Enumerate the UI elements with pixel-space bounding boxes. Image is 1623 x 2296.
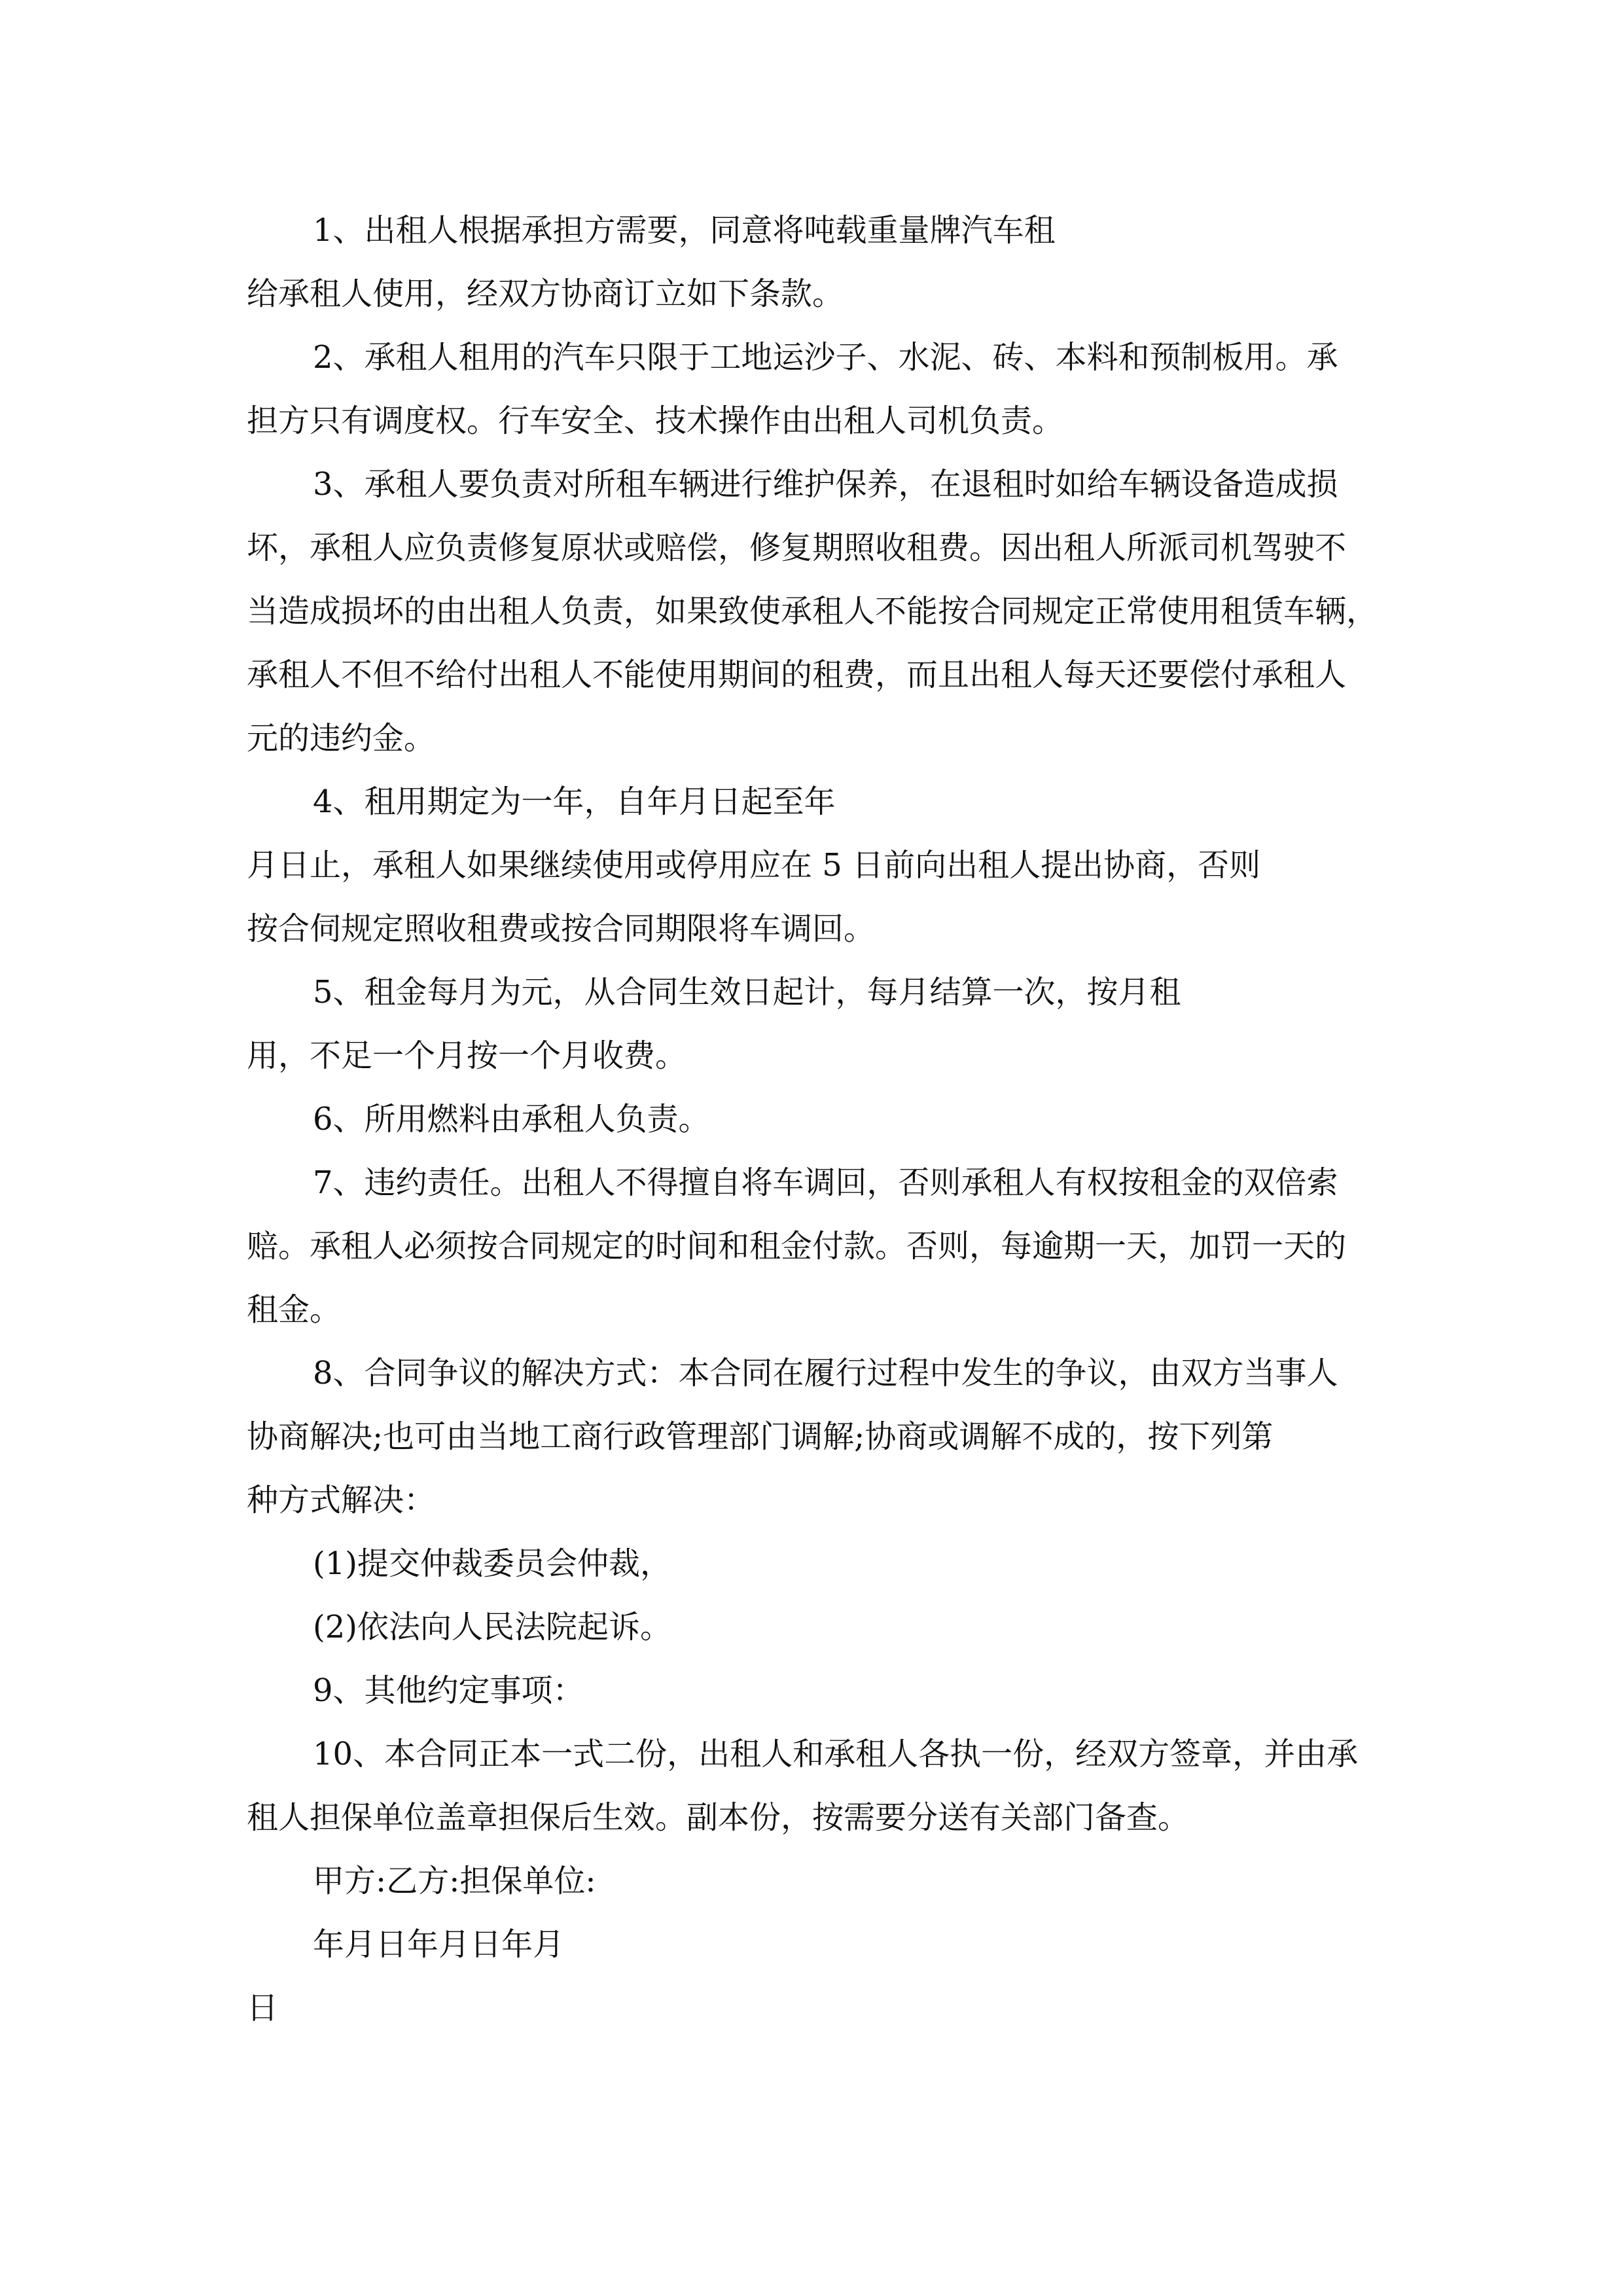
clause-3-text-b: 坏，承租人应负责修复原状或赔偿，修复期照收租费。因出租人所派司机驾驶不 bbox=[247, 529, 1347, 566]
signature-line bbox=[313, 1861, 596, 1901]
party-b-label: 乙方: bbox=[386, 1863, 460, 1899]
clause-1-line-2 bbox=[247, 274, 844, 314]
party-b-day-label: 日 bbox=[470, 1926, 502, 1963]
clause-4-line-3 bbox=[247, 909, 875, 948]
clause-3-text-a: 3、承租人要负责对所租车辆进行维护保养，在退租时如给车辆设备造成损 bbox=[313, 466, 1338, 503]
clause-1-text-d: 给承租人使用，经双方协商订立如下条款。 bbox=[247, 276, 844, 312]
clause-8-option-1 bbox=[313, 1544, 671, 1583]
clause-5-line-1 bbox=[313, 973, 1181, 1012]
clause-4-text-d: 日起至 bbox=[709, 783, 804, 820]
clause-10-text-b: 租人担保单位盖章担保后生效。副本 bbox=[247, 1799, 750, 1836]
clause-2-text-a: 2、承租人租用的汽车只限于工地运沙子、水泥、砖、本料和预制板用。承 bbox=[313, 339, 1338, 376]
clause-7-line-3 bbox=[247, 1290, 341, 1329]
clause-3-text-e: 元的违约金。 bbox=[247, 720, 436, 757]
clause-1-text-b: 吨载重量 bbox=[804, 212, 930, 249]
clause-2-line-2 bbox=[247, 401, 1063, 440]
clause-8-line-2 bbox=[247, 1417, 1273, 1456]
clause-3-line-3 bbox=[247, 592, 1378, 631]
clause-8-text-c: 种方式解决： bbox=[247, 1482, 436, 1518]
clause-8-option-2 bbox=[313, 1607, 671, 1647]
clause-4-text-a: 4、租用期定为一年，自 bbox=[313, 783, 647, 820]
clause-9-line-1 bbox=[313, 1671, 584, 1710]
party-a-year-label: 年 bbox=[313, 1926, 345, 1963]
party-a-day-label: 日 bbox=[376, 1926, 408, 1963]
clause-5-text-c: 用，不足一个月按一个月收费。 bbox=[247, 1037, 687, 1074]
date-line bbox=[313, 1925, 564, 1964]
clause-7-line-2 bbox=[247, 1227, 1346, 1266]
clause-7-text-a: 7、违约责任。出租人不得擅自将车调回，否则承租人有权按租金的双倍索 bbox=[313, 1164, 1338, 1201]
clause-10-text-c: 份，按需要分送有关部门备查。 bbox=[749, 1799, 1190, 1836]
party-a-month-label: 月 bbox=[344, 1926, 376, 1963]
clause-4-end-month-label: 月 bbox=[247, 847, 279, 884]
clause-4-end-year-label: 年 bbox=[804, 783, 836, 820]
clause-3-line-2 bbox=[247, 528, 1346, 567]
clause-4-text-h: 按合伺规定照收租费或按合同期限将车调回。 bbox=[247, 910, 876, 947]
party-a-label: 甲方: bbox=[313, 1863, 387, 1899]
guarantor-label: 担保单位: bbox=[459, 1863, 596, 1899]
clause-8-line-1 bbox=[313, 1354, 1338, 1393]
clause-7-text-b: 赔。承租人必须按合同规定的时间和租金付款。否则，每逾期一天，加罚一天的 bbox=[247, 1228, 1347, 1265]
clause-7-line-1 bbox=[313, 1163, 1338, 1202]
guarantor-year-label: 年 bbox=[501, 1926, 533, 1963]
clause-3-line-1 bbox=[313, 465, 1338, 504]
clause-9-text-a: 9、其他约定事项： bbox=[313, 1672, 584, 1709]
clause-2-text-b: 担方只有调度权。行车安全、技术操作由出租人司机负责。 bbox=[247, 403, 1064, 439]
clause-2-line-1 bbox=[313, 338, 1338, 377]
clause-3-text-d: 承租人不但不给付出租人不能使用期间的租费，而且出租人每天还要偿付承租人 bbox=[247, 656, 1347, 693]
clause-4-line-2 bbox=[247, 846, 1260, 885]
party-b-year-label: 年 bbox=[407, 1926, 439, 1963]
clause-6-line-1 bbox=[313, 1100, 710, 1139]
clause-8-option-1-a: (1)提交 bbox=[313, 1545, 420, 1582]
guarantor-day-label: 日 bbox=[247, 1990, 279, 2026]
clause-5-text-b: 元，从合同生效日起计，每月结算一次，按月租 bbox=[521, 974, 1181, 1011]
clause-1-text-c: 牌汽车租 bbox=[929, 212, 1056, 249]
clause-10-text-a: 10、本合同正本一式二份，出租人和承租人各执一份，经双方签章，并由承 bbox=[313, 1736, 1359, 1772]
clause-4-month-label: 月 bbox=[678, 783, 710, 820]
clause-10-line-1 bbox=[313, 1734, 1358, 1774]
clause-8-option-2-text: (2)依法向人民法院起诉。 bbox=[313, 1609, 671, 1645]
clause-8-text-b: 协商解决;也可由当地工商行政管理部门调解;协商或调解不成的，按下列第 bbox=[247, 1418, 1274, 1455]
clause-8-line-3 bbox=[247, 1480, 435, 1520]
party-b-month-label: 月 bbox=[438, 1926, 471, 1963]
clause-4-text-g: 日止，承租人如果继续使用或停用应在 5 日前向出租人提出协商，否则 bbox=[278, 847, 1261, 884]
clause-3-text-c: 当造成损坏的由出租人负责，如果致使承租人不能按合同规定正常使用租赁车辆， bbox=[247, 593, 1378, 630]
clause-8-text-a: 8、合同争议的解决方式：本合同在履行过程中发生的争议，由双方当事人 bbox=[313, 1355, 1338, 1391]
clause-5-line-2 bbox=[247, 1036, 687, 1075]
clause-1-text-a: 1、出租人根据承担方需要，同意将 bbox=[313, 212, 804, 249]
clause-6-text-a: 6、所用燃料由承租人负责。 bbox=[313, 1101, 710, 1138]
clause-3-line-4 bbox=[247, 655, 1346, 694]
guarantor-month-label: 月 bbox=[533, 1926, 565, 1963]
clause-3-line-5 bbox=[247, 719, 435, 758]
clause-10-line-2 bbox=[247, 1798, 1189, 1837]
clause-4-line-1 bbox=[313, 782, 836, 821]
clause-5-text-a: 5、租金每月为 bbox=[313, 974, 522, 1011]
date-line-2 bbox=[247, 1988, 278, 2028]
clause-4-year-label: 年 bbox=[647, 783, 679, 820]
clause-8-option-1-b: 仲裁委员会仲裁， bbox=[420, 1545, 672, 1582]
clause-7-text-c: 租金。 bbox=[247, 1291, 342, 1328]
clause-1-line-1 bbox=[313, 211, 1056, 250]
